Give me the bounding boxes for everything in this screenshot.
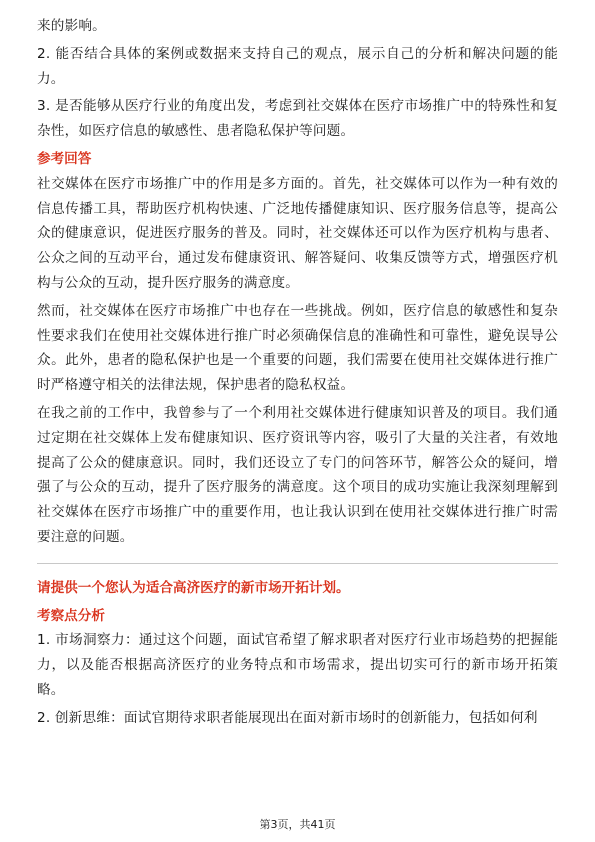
analysis-point-2: 2. 创新思维：面试官期待求职者能展现出在面对新市场时的创新能力，包括如何利 — [37, 709, 538, 726]
analysis-point-1: 1. 市场洞察力：通过这个问题，面试官希望了解求职者对医疗行业市场趋势的把握能力，以及能否根据高济医疗的业务特点和市场需求，提出切实可行的新市场开拓策略。 — [37, 632, 558, 698]
section-divider — [37, 563, 558, 564]
answer-paragraph-2: 然而，社交媒体在医疗市场推广中也存在一些挑战。例如，医疗信息的敏感性和复杂性要求我们在使用社交媒体进行推广时必须确保信息的准确性和可靠性，避免误导公众。此外，患者的隐私保护也是一个重要的问题，我们需要在使用社交媒体进行推广时严格遵守相关的法律法规，保护患者的隐私权益。 — [37, 302, 558, 394]
interview-question: 请提供一个您认为适合高济医疗的新市场开拓计划。 — [37, 579, 350, 596]
evaluation-point-3: 3. 是否能够从医疗行业的角度出发，考虑到社交媒体在医疗市场推广中的特殊性和复杂性，如医疗信息的敏感性、患者隐私保护等问题。 — [37, 98, 558, 140]
analysis-heading: 考察点分析 — [37, 607, 105, 624]
document-page — [37, 14, 558, 731]
evaluation-point-2: 2. 能否结合具体的案例或数据来支持自己的观点，展示自己的分析和解决问题的能力。 — [37, 45, 558, 87]
reference-answer-heading: 参考回答 — [37, 150, 92, 167]
answer-paragraph-3: 在我之前的工作中，我曾参与了一个利用社交媒体进行健康知识普及的项目。我们通过定期在社交媒体上发布健康知识、医疗资讯等内容，吸引了大量的关注者，有效地提高了公众的健康意识。同时，我们还设立了专门的问答环节，解答公众的疑问，增强了与公众的互动，提升了医疗服务的满意度。这个项目的成功实施让我深刻理解到社交媒体在医疗市场推广中的重要作用，也让我认识到在使用社交媒体进行推广时需要注意的问题。 — [37, 404, 558, 545]
page-number: 第3页，共41页 — [259, 818, 336, 831]
answer-paragraph-1: 社交媒体在医疗市场推广中的作用是多方面的。首先，社交媒体可以作为一种有效的信息传播工具，帮助医疗机构快速、广泛地传播健康知识、医疗服务信息等，提高公众的健康意识，促进医疗服务的普及。同时，社交媒体还可以作为医疗机构与患者、公众之间的互动平台，通过发布健康资讯、解答疑问、收集反馈等方式，增强医疗机构与公众的互动，提升医疗服务的满意度。 — [37, 175, 558, 291]
continued-text: 来的影响。 — [37, 18, 106, 34]
